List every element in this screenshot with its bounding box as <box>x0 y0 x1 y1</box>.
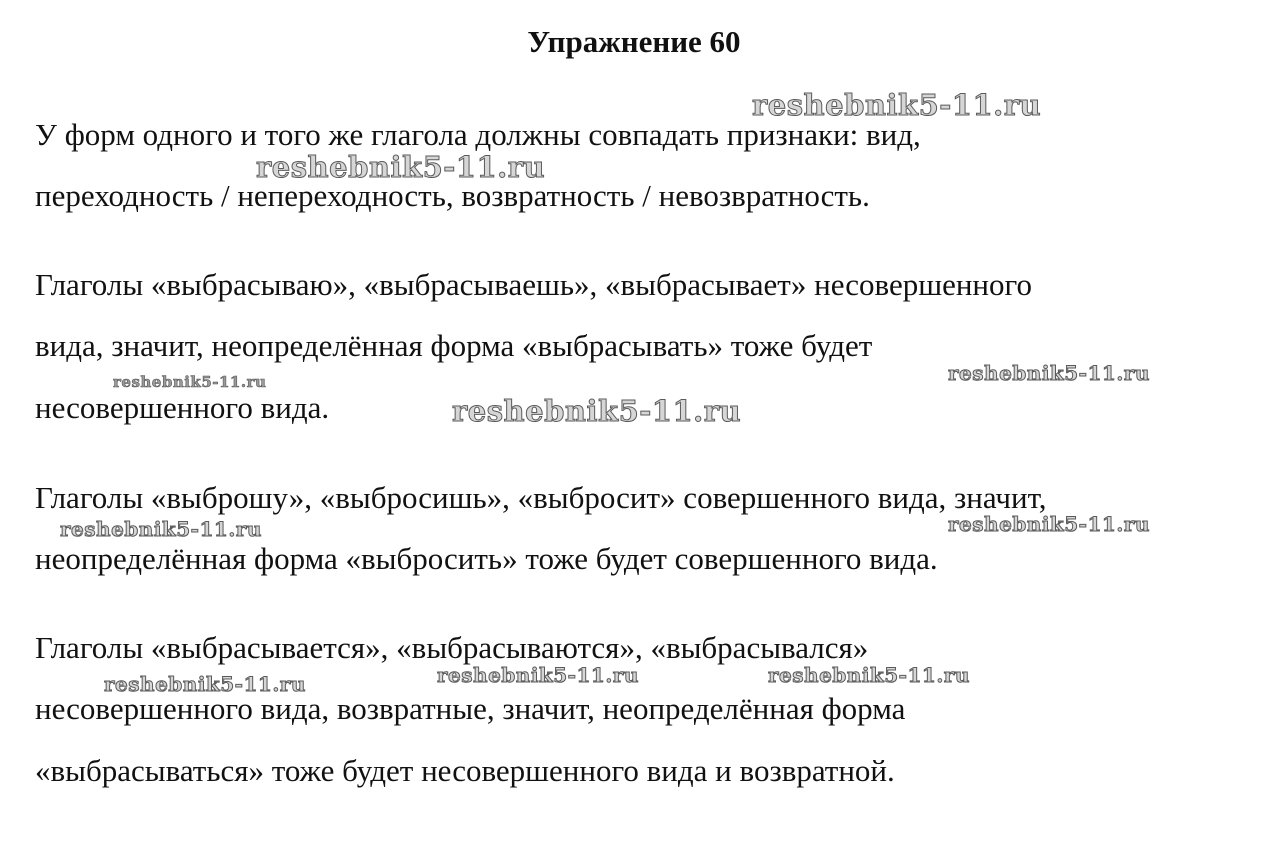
text-line: неопределённая форма «выбросить» тоже будет совершенного вида. <box>35 541 938 576</box>
text-line: «выбрасываться» тоже будет несовершенного вида и возвратной. <box>35 753 895 788</box>
text-line: Глаголы «выброшу», «выбросишь», «выбросит» совершенного вида, значит, <box>35 480 1047 515</box>
watermark: reshebnik5-11.ru <box>437 663 639 687</box>
watermark: reshebnik5-11.ru <box>948 512 1150 536</box>
text-line: Глаголы «выбрасывается», «выбрасываются», «выбрасывался» <box>35 630 869 665</box>
text-line: У форм одного и того же глагола должны совпадать признаки: вид, <box>35 117 921 152</box>
watermark: reshebnik5-11.ru <box>452 394 742 428</box>
watermark: reshebnik5-11.ru <box>113 373 267 391</box>
watermark: reshebnik5-11.ru <box>60 517 262 541</box>
watermark: reshebnik5-11.ru <box>104 672 306 696</box>
exercise-title: Упражнение 60 <box>527 24 741 59</box>
watermark: reshebnik5-11.ru <box>752 88 1042 122</box>
watermark: reshebnik5-11.ru <box>256 150 546 184</box>
watermark: reshebnik5-11.ru <box>948 361 1150 385</box>
text-line: вида, значит, неопределённая форма «выбрасывать» тоже будет <box>35 328 873 363</box>
text-line: несовершенного вида. <box>35 390 330 425</box>
text-line: несовершенного вида, возвратные, значит, неопределённая форма <box>35 691 906 726</box>
text-line: переходность / непереходность, возвратность / невозвратность. <box>35 178 870 213</box>
watermark: reshebnik5-11.ru <box>768 663 970 687</box>
text-line: Глаголы «выбрасываю», «выбрасываешь», «выбрасывает» несовершенного <box>35 267 1032 302</box>
